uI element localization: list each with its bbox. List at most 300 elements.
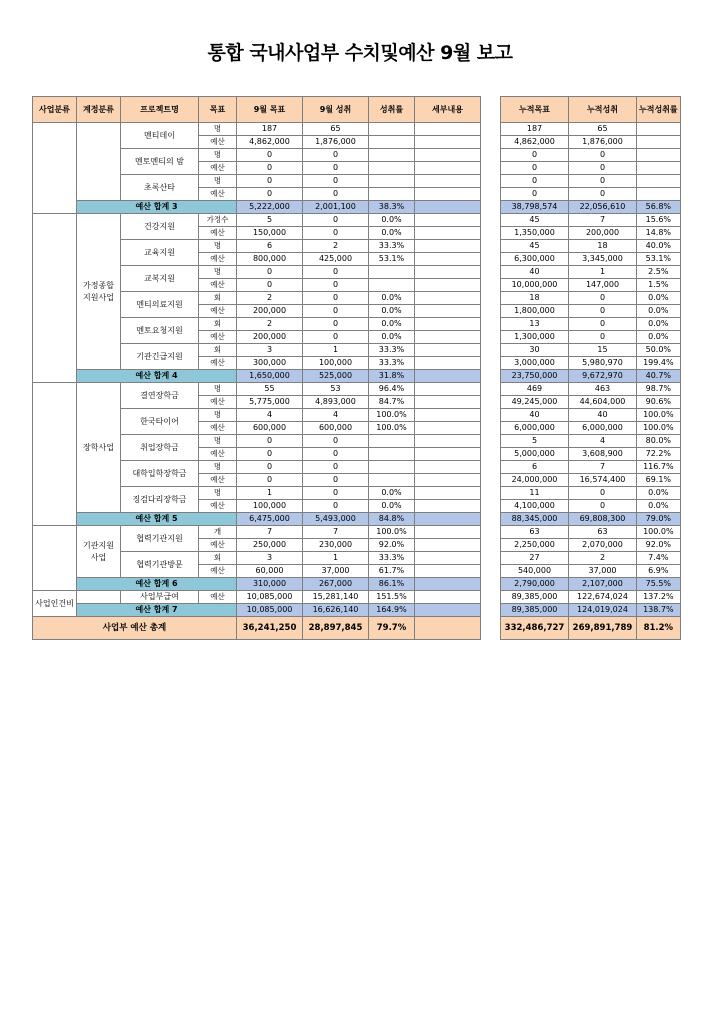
column-gap [481,136,501,149]
column-gap [481,526,501,539]
actual-cell: 4 [303,409,369,422]
metric-cell: 예산 [199,227,237,240]
cum-actual-cell: 22,056,610 [569,201,637,214]
cum-actual-cell: 1,876,000 [569,136,637,149]
header-actual: 9월 성취 [303,97,369,123]
cum-rate-cell: 138.7% [637,604,681,617]
detail-cell [415,214,481,227]
cum-actual-cell: 2 [569,552,637,565]
target-cell: 187 [237,123,303,136]
detail-cell [415,136,481,149]
header-cum-actual: 누적성취 [569,97,637,123]
detail-cell [415,201,481,214]
target-cell: 5 [237,214,303,227]
column-gap [481,214,501,227]
cum-rate-cell: 40.0% [637,240,681,253]
rate-cell [369,448,415,461]
detail-cell [415,396,481,409]
rate-cell [369,149,415,162]
actual-cell: 15,281,140 [303,591,369,604]
detail-cell [415,149,481,162]
target-cell: 800,000 [237,253,303,266]
project-name-cell: 결연장학금 [121,383,199,409]
rate-cell [369,123,415,136]
column-gap [481,279,501,292]
actual-cell: 0 [303,331,369,344]
cum-target-cell: 0 [501,175,569,188]
cum-actual-cell: 15 [569,344,637,357]
cum-actual-cell: 0 [569,500,637,513]
detail-cell [415,487,481,500]
cum-actual-cell: 4 [569,435,637,448]
table-row [33,461,681,474]
detail-cell [415,617,481,640]
actual-cell: 0 [303,279,369,292]
target-cell: 10,085,000 [237,591,303,604]
rate-cell: 0.0% [369,227,415,240]
project-name-cell: 멘티의료지원 [121,292,199,318]
detail-cell [415,591,481,604]
rate-cell: 86.1% [369,578,415,591]
project-name-cell: 멘토멘티의 밤 [121,149,199,175]
rate-cell [369,266,415,279]
metric-cell: 회 [199,344,237,357]
project-name-cell: 취업장학금 [121,435,199,461]
cum-target-cell: 13 [501,318,569,331]
cum-rate-cell [637,123,681,136]
project-name-cell: 사업부급여 [121,591,199,604]
cum-rate-cell: 137.2% [637,591,681,604]
metric-cell: 예산 [199,188,237,201]
target-cell: 2 [237,292,303,305]
detail-cell [415,188,481,201]
actual-cell: 0 [303,175,369,188]
table-row [33,435,681,448]
metric-cell: 회 [199,292,237,305]
cum-rate-cell: 79.0% [637,513,681,526]
target-cell: 5,222,000 [237,201,303,214]
grand-total-row [33,617,681,640]
detail-cell [415,461,481,474]
subtotal-row [33,513,681,526]
cum-actual-cell: 200,000 [569,227,637,240]
column-gap [481,227,501,240]
cum-rate-cell: 0.0% [637,500,681,513]
column-gap [481,396,501,409]
rate-cell [369,188,415,201]
project-name-cell: 교육지원 [121,240,199,266]
report-body [33,97,681,640]
rate-cell: 0.0% [369,500,415,513]
actual-cell: 600,000 [303,422,369,435]
metric-cell: 예산 [199,448,237,461]
account-category-cell: 장학사업 [77,383,121,513]
detail-cell [415,227,481,240]
target-cell: 7 [237,526,303,539]
cum-rate-cell: 0.0% [637,318,681,331]
detail-cell [415,474,481,487]
actual-cell: 1,876,000 [303,136,369,149]
detail-cell [415,292,481,305]
cum-target-cell: 45 [501,240,569,253]
target-cell: 0 [237,149,303,162]
rate-cell [369,435,415,448]
table-row [33,526,681,539]
business-category-cell [33,383,77,526]
cum-actual-cell: 2,107,000 [569,578,637,591]
detail-cell [415,409,481,422]
actual-cell: 0 [303,214,369,227]
cum-target-cell: 11 [501,487,569,500]
rate-cell: 84.7% [369,396,415,409]
column-gap [481,552,501,565]
cum-target-cell: 0 [501,149,569,162]
cum-rate-cell: 100.0% [637,526,681,539]
detail-cell [415,435,481,448]
table-row [33,383,681,396]
rate-cell: 96.4% [369,383,415,396]
cum-actual-cell: 2,070,000 [569,539,637,552]
metric-cell: 개 [199,526,237,539]
detail-cell [415,175,481,188]
cum-rate-cell: 14.8% [637,227,681,240]
cum-rate-cell [637,188,681,201]
actual-cell: 0 [303,227,369,240]
cum-actual-cell: 6,000,000 [569,422,637,435]
subtotal-label: 예산 합계 5 [77,513,237,526]
cum-rate-cell [637,175,681,188]
column-gap [481,435,501,448]
column-gap [481,253,501,266]
metric-cell: 예산 [199,474,237,487]
actual-cell: 0 [303,318,369,331]
column-gap [481,474,501,487]
cum-target-cell: 3,000,000 [501,357,569,370]
column-gap [481,123,501,136]
table-row [33,175,681,188]
detail-cell [415,331,481,344]
column-gap [481,578,501,591]
subtotal-label: 예산 합계 3 [77,201,237,214]
cum-actual-cell: 65 [569,123,637,136]
metric-cell: 예산 [199,331,237,344]
cum-target-cell: 18 [501,292,569,305]
rate-cell: 0.0% [369,318,415,331]
project-name-cell: 교복지원 [121,266,199,292]
metric-cell: 예산 [199,591,237,604]
project-name-cell: 초록산타 [121,175,199,201]
actual-cell: 28,897,845 [303,617,369,640]
table-row [33,240,681,253]
cum-actual-cell: 5,980,970 [569,357,637,370]
metric-cell: 명 [199,461,237,474]
column-gap [481,188,501,201]
metric-cell: 가정수 [199,214,237,227]
target-cell: 100,000 [237,500,303,513]
metric-cell: 예산 [199,539,237,552]
rate-cell: 0.0% [369,331,415,344]
business-category-cell [33,214,77,383]
cum-rate-cell: 15.6% [637,214,681,227]
target-cell: 250,000 [237,539,303,552]
cum-actual-cell: 18 [569,240,637,253]
cum-actual-cell: 16,574,400 [569,474,637,487]
rate-cell: 100.0% [369,409,415,422]
cum-target-cell: 2,790,000 [501,578,569,591]
subtotal-label: 예산 합계 6 [77,578,237,591]
cum-rate-cell: 72.2% [637,448,681,461]
cum-actual-cell: 0 [569,331,637,344]
target-cell: 6 [237,240,303,253]
actual-cell: 0 [303,461,369,474]
target-cell: 36,241,250 [237,617,303,640]
column-gap [481,422,501,435]
metric-cell: 명 [199,409,237,422]
target-cell: 0 [237,162,303,175]
rate-cell: 33.3% [369,552,415,565]
actual-cell: 0 [303,487,369,500]
header-biz: 사업분류 [33,97,77,123]
actual-cell: 425,000 [303,253,369,266]
project-name-cell: 한국타이어 [121,409,199,435]
project-name-cell: 협력기관방문 [121,552,199,578]
project-name-cell: 협력기관지원 [121,526,199,552]
detail-cell [415,539,481,552]
detail-cell [415,266,481,279]
cum-target-cell: 2,250,000 [501,539,569,552]
metric-cell: 예산 [199,396,237,409]
rate-cell: 164.9% [369,604,415,617]
cum-actual-cell: 0 [569,175,637,188]
cum-actual-cell: 0 [569,162,637,175]
cum-actual-cell: 69,808,300 [569,513,637,526]
cum-target-cell: 40 [501,409,569,422]
cum-rate-cell: 2.5% [637,266,681,279]
table-row [33,292,681,305]
business-category-cell [33,526,77,591]
column-gap [481,305,501,318]
detail-cell [415,578,481,591]
cum-target-cell: 23,750,000 [501,370,569,383]
detail-cell [415,448,481,461]
cum-rate-cell: 81.2% [637,617,681,640]
rate-cell: 0.0% [369,305,415,318]
target-cell: 300,000 [237,357,303,370]
column-gap [481,292,501,305]
cum-actual-cell: 40 [569,409,637,422]
cum-target-cell: 6 [501,461,569,474]
detail-cell [415,279,481,292]
table-row [33,487,681,500]
metric-cell: 예산 [199,162,237,175]
target-cell: 3 [237,344,303,357]
column-gap [481,500,501,513]
detail-cell [415,552,481,565]
target-cell: 310,000 [237,578,303,591]
cum-rate-cell: 100.0% [637,422,681,435]
cum-rate-cell: 0.0% [637,292,681,305]
rate-cell [369,162,415,175]
cum-target-cell: 24,000,000 [501,474,569,487]
target-cell: 55 [237,383,303,396]
target-cell: 0 [237,461,303,474]
detail-cell [415,305,481,318]
actual-cell: 267,000 [303,578,369,591]
column-gap [481,461,501,474]
actual-cell: 0 [303,474,369,487]
column-gap [481,617,501,640]
metric-cell: 명 [199,266,237,279]
metric-cell: 예산 [199,422,237,435]
header-rate: 성취률 [369,97,415,123]
header-row [33,97,681,123]
metric-cell: 회 [199,552,237,565]
target-cell: 10,085,000 [237,604,303,617]
cum-actual-cell: 269,891,789 [569,617,637,640]
column-gap [481,409,501,422]
metric-cell: 명 [199,383,237,396]
metric-cell: 예산 [199,279,237,292]
cum-target-cell: 89,385,000 [501,604,569,617]
cum-actual-cell: 9,672,970 [569,370,637,383]
cum-rate-cell: 0.0% [637,305,681,318]
rate-cell: 0.0% [369,487,415,500]
column-gap [481,604,501,617]
detail-cell [415,318,481,331]
rate-cell: 0.0% [369,214,415,227]
target-cell: 200,000 [237,305,303,318]
cum-target-cell: 0 [501,188,569,201]
cum-rate-cell: 80.0% [637,435,681,448]
account-category-cell [77,591,121,604]
rate-cell: 33.3% [369,344,415,357]
cum-target-cell: 4,862,000 [501,136,569,149]
rate-cell [369,279,415,292]
actual-cell: 4,893,000 [303,396,369,409]
rate-cell: 0.0% [369,292,415,305]
cum-rate-cell: 6.9% [637,565,681,578]
target-cell: 2 [237,318,303,331]
target-cell: 4,862,000 [237,136,303,149]
rate-cell: 33.3% [369,240,415,253]
metric-cell: 명 [199,175,237,188]
detail-cell [415,162,481,175]
cum-target-cell: 187 [501,123,569,136]
target-cell: 1,650,000 [237,370,303,383]
detail-cell [415,383,481,396]
cum-target-cell: 540,000 [501,565,569,578]
header-cum-target: 누적목표 [501,97,569,123]
header-target: 9월 목표 [237,97,303,123]
cum-actual-cell: 3,345,000 [569,253,637,266]
cum-actual-cell: 37,000 [569,565,637,578]
subtotal-row [33,370,681,383]
table-row [33,344,681,357]
actual-cell: 1 [303,344,369,357]
target-cell: 60,000 [237,565,303,578]
target-cell: 4 [237,409,303,422]
metric-cell: 예산 [199,357,237,370]
column-gap [481,383,501,396]
header-acct: 계정분류 [77,97,121,123]
business-category-cell [33,123,77,214]
column-gap [481,370,501,383]
rate-cell: 61.7% [369,565,415,578]
rate-cell [369,461,415,474]
cum-target-cell: 5,000,000 [501,448,569,461]
column-gap [481,318,501,331]
column-gap [481,97,501,123]
cum-rate-cell: 53.1% [637,253,681,266]
column-gap [481,149,501,162]
cum-actual-cell: 3,608,900 [569,448,637,461]
actual-cell: 7 [303,526,369,539]
rate-cell: 38.3% [369,201,415,214]
project-name-cell: 멘토요청지원 [121,318,199,344]
subtotal-row [33,604,681,617]
subtotal-label: 예산 합계 7 [77,604,237,617]
actual-cell: 0 [303,305,369,318]
detail-cell [415,513,481,526]
table-row [33,149,681,162]
target-cell: 0 [237,474,303,487]
detail-cell [415,240,481,253]
column-gap [481,162,501,175]
metric-cell: 명 [199,123,237,136]
cum-target-cell: 89,385,000 [501,591,569,604]
target-cell: 150,000 [237,227,303,240]
subtotal-label: 예산 합계 4 [77,370,237,383]
actual-cell: 0 [303,448,369,461]
actual-cell: 0 [303,292,369,305]
actual-cell: 0 [303,149,369,162]
rate-cell: 31.8% [369,370,415,383]
actual-cell: 2 [303,240,369,253]
detail-cell [415,123,481,136]
rate-cell: 92.0% [369,539,415,552]
column-gap [481,266,501,279]
project-name-cell: 멘티데이 [121,123,199,149]
table-row [33,318,681,331]
cum-rate-cell: 75.5% [637,578,681,591]
rate-cell [369,474,415,487]
cum-rate-cell: 90.6% [637,396,681,409]
target-cell: 0 [237,175,303,188]
cum-actual-cell: 7 [569,461,637,474]
column-gap [481,331,501,344]
cum-actual-cell: 463 [569,383,637,396]
actual-cell: 53 [303,383,369,396]
cum-target-cell: 469 [501,383,569,396]
document-title: 통합 국내사업부 수치및예산 9월 보고 [207,42,513,64]
actual-cell: 5,493,000 [303,513,369,526]
cum-actual-cell: 147,000 [569,279,637,292]
detail-cell [415,344,481,357]
cum-actual-cell: 63 [569,526,637,539]
cum-target-cell: 6,300,000 [501,253,569,266]
metric-cell: 명 [199,149,237,162]
actual-cell: 16,626,140 [303,604,369,617]
column-gap [481,539,501,552]
cum-rate-cell: 40.7% [637,370,681,383]
cum-rate-cell: 56.8% [637,201,681,214]
detail-cell [415,565,481,578]
rate-cell [369,136,415,149]
target-cell: 0 [237,279,303,292]
cum-rate-cell: 92.0% [637,539,681,552]
account-category-cell: 기관지원 사업 [77,526,121,578]
header-cum-rate: 누적성취률 [637,97,681,123]
